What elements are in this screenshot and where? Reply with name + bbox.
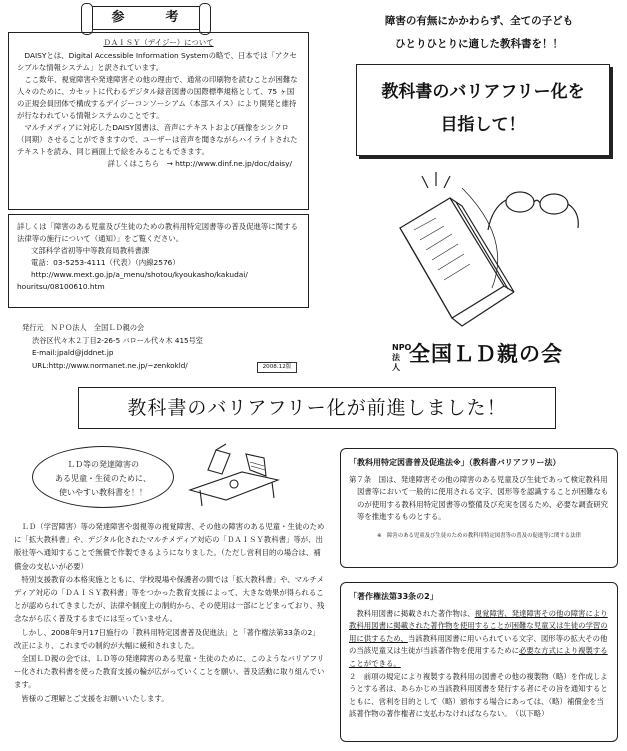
slogan-line: 障害の有無にかかわらず、全ての子ども	[384, 15, 574, 27]
law2-text: 当該教科用図書に用いられている文字、図形等の拡大その他の当該児童又は生徒が当該著作物を使用するために	[349, 633, 608, 656]
org-name-logo: 全国ＬＤ親の会	[409, 342, 563, 366]
notice-text: 詳しくは「障害のある児童及び生徒のための教科用特定図書等の普及促進等に関する法律等の施行について（通知）」をご覧ください。	[17, 222, 298, 243]
slogan	[340, 10, 618, 56]
bubble-line: ある児童・生徒のために、	[55, 474, 151, 483]
main-title-line: 目指して！	[440, 115, 526, 135]
bubble-line: 使いやすい教科書を！！	[59, 488, 147, 497]
speech-bubble	[32, 446, 174, 508]
law1-box	[340, 448, 618, 568]
daisy-paragraph: DAISYとは、Digital Accessible Information Systemの略で、日本では「アクセシブルな情報システム」と訳されています。	[17, 51, 297, 72]
main-title-line: 教科書のバリアフリー化を	[381, 82, 585, 102]
book-and-glasses-illustration	[392, 168, 582, 334]
main-title	[356, 64, 610, 156]
publisher-url[interactable]: URL:http://www.normanet.ne.jp/~zenkokld/	[32, 360, 188, 370]
body-paragraph: 皆様のご理解とご支援をお願いいたします。	[21, 693, 169, 703]
law2-text: 教科用図書に掲載された著作物は、	[356, 608, 475, 618]
study-desk-illustration	[186, 440, 286, 510]
publisher-issuer: 発行元 ＮＰＯ法人 全国ＬＤ親の会	[22, 323, 145, 332]
reference-banner: 参 考	[88, 6, 204, 30]
daisy-link[interactable]: 詳しくはこちら → http://www.dinf.ne.jp/doc/daisy/	[107, 159, 292, 168]
law2-underlined-text: 必要な方式により複製することができる。	[349, 646, 608, 668]
daisy-paragraph: マルチメディアに対応したDAISY図書は、音声にテキストおよび画像をシンクロ（同期）させることができますので、ユーザーは音声を聞きながらハイライトされたテキストを読み、同じ画面上で絵をみることもできます。	[17, 123, 298, 156]
ministry-url-cont[interactable]: houritsu/08100610.htm	[17, 282, 105, 291]
body-text	[14, 520, 326, 705]
body-paragraph: 全国ＬＤ親の会では、ＬＤ等の発達障害のある児童・生徒のために、このようなバリアフリー化された教科書を使った教育支援の輪が広がっていくことを願い、普及活動に取り組んでいます。	[14, 654, 325, 690]
publisher-email[interactable]: E-mail:jpald@jddnet.jp	[32, 348, 114, 357]
body-paragraph: 特別支援教育の本格実施とともに、学校現場や保護者の間では「拡大教科書」や、マルチメディア対応の「ＤＡＩＳＹ教科書」等をつかった教育支援によって、大きな効果が得られることが認められてきましたが、法律や制度上の制約から、その使用は一部にとどまっており、残念ながら広く普及するまでには至っていません。	[14, 574, 325, 624]
slogan-line: ひとりひとりに適した教科書を！！	[395, 38, 563, 50]
law2-title: 「著作権法第33条の2」	[349, 592, 438, 601]
daisy-paragraph: ここ数年、視覚障害や発達障害その他の理由で、通常の印刷物を読むことが困難な人々のために、カセットに代わるデジタル録音図書の国際標準規格として、75 ヶ国の正規会員団体で構成するデイジーコンソーシアム（本部スイス）により開発と維持が行なわれている情報システムのことです。	[17, 75, 298, 120]
daisy-heading: ＤＡＩＳＹ（デイジー）について	[103, 38, 214, 47]
law1-article: 第７条 国は、発達障害その他の障害のある児童及び生徒であって検定教科用図書等において一般的に使用される文字、図形等を認識することが困難なものが使用する教科用特定図書等の整備及び充実を図るため、必要な調査研究等を推進するものとする。	[349, 474, 609, 521]
notice-box	[8, 214, 309, 308]
headline: 教科書のバリアフリー化が前進しました！	[78, 387, 556, 429]
body-paragraph: しかし、2008年9月17日施行の「教科用特定図書普及促進法」と「著作権法第33条の2」改正により、これまでの制約が大幅に緩和されました。	[14, 627, 320, 650]
ministry-url[interactable]: http://www.mext.go.jp/a_menu/shotou/kyoukasho/kakudai/	[31, 270, 248, 279]
ministry-phone: 電話：03-5253-4111（代表）（内線2576）	[31, 258, 180, 267]
org-prefix-npo: NPO法人	[392, 343, 412, 372]
ministry-name: 文部科学省初等中等教育局教科書課	[31, 246, 150, 255]
law1-title: 「教科用特定図書普及促進法※」（教科書バリアフリー法）	[349, 458, 561, 467]
body-paragraph: ＬＤ（学習障害）等の発達障害や弱視等の視覚障害、その他の障害のある児童・生徒のために「拡大教科書」や、デジタル化されたマルチメディア対応の「ＤＡＩＳＹ教科書」等が、出版社等へ通知することで無償で作製できるようになりました。（ただし営利目的の場合は、補償金の支払いが必要）	[14, 522, 325, 571]
bubble-line: ＬＤ等の発達障害の	[67, 460, 139, 469]
law2-paragraph	[349, 608, 609, 671]
publisher-address: 渋谷区代々木２丁目2-26-5 バロール代々木 415号室	[32, 335, 203, 345]
daisy-info-box	[8, 32, 309, 210]
law2-box	[340, 582, 618, 742]
law1-note: ※ 障害のある児童及び生徒のための教科用特定図書等の普及の促進等に関する法律	[377, 532, 581, 539]
law2-paragraph-2: ２ 前項の規定により複製する教科用の図書その他の複製物（略）を作成しようとする者は、あらかじめ当該教科用図書を発行する者にその旨を通知するとともに、営利を目的として（略）頒布する場合にあっては、（略）補償金を当該著作物の著作権者に支払わなければならない。 （以下略）	[349, 671, 608, 719]
publisher-info	[22, 322, 352, 372]
law2-underlined-text: 視覚障害、発達障害その他の障害により教科用図書に掲載された著作物を使用することが困難な児童又は生徒の学習の用に供するため、	[349, 608, 608, 643]
edition-badge: 2008.12版	[257, 362, 297, 373]
